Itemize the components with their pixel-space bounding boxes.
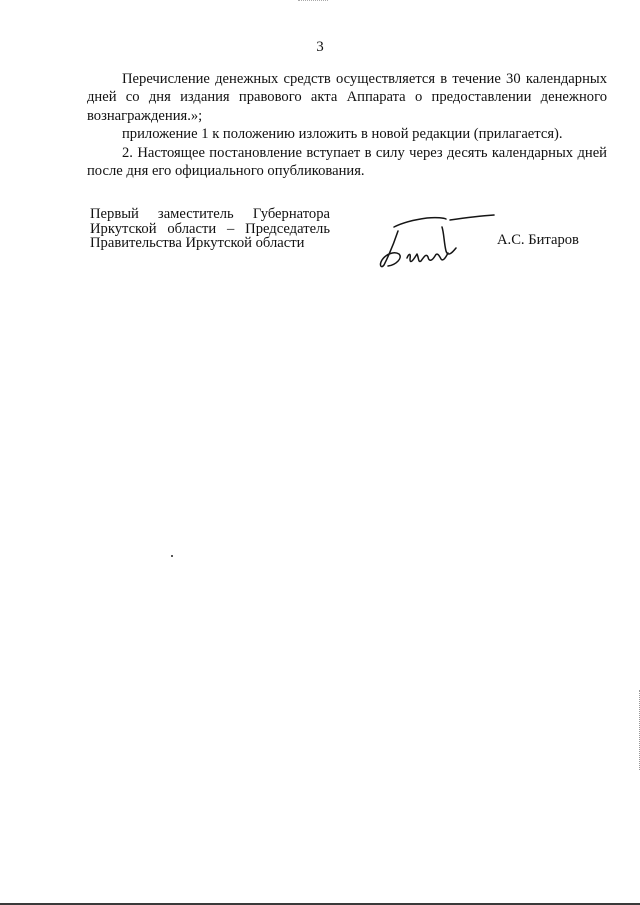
paragraph-effective-date: 2. Настоящее постановление вступает в силу через десять календарных дней после дня его официального опубликования.: [87, 144, 607, 180]
signatory-line-1: Первый заместитель Губернатора: [90, 206, 330, 222]
signatory-line-2: Иркутской области – Председатель: [90, 220, 330, 237]
scan-artifact: [298, 0, 328, 2]
paragraph-appendix: приложение 1 к положению изложить в новой редакции (прилагается).: [122, 126, 563, 143]
scan-speck: [171, 555, 173, 557]
document-body: [87, 70, 607, 180]
handwritten-signature: [372, 213, 497, 275]
page-number: 3: [316, 39, 324, 55]
signer-name: А.С. Битаров: [497, 232, 579, 248]
paragraph-payment-term: Перечисление денежных средств осуществляется в течение 30 календарных дней со дня издания правового акта Аппарата о предоставлении денежного вознаграждения.»;: [87, 71, 607, 124]
signatory-line-3: Правительства Иркутской области: [90, 235, 305, 251]
signatory-title: [90, 207, 330, 251]
